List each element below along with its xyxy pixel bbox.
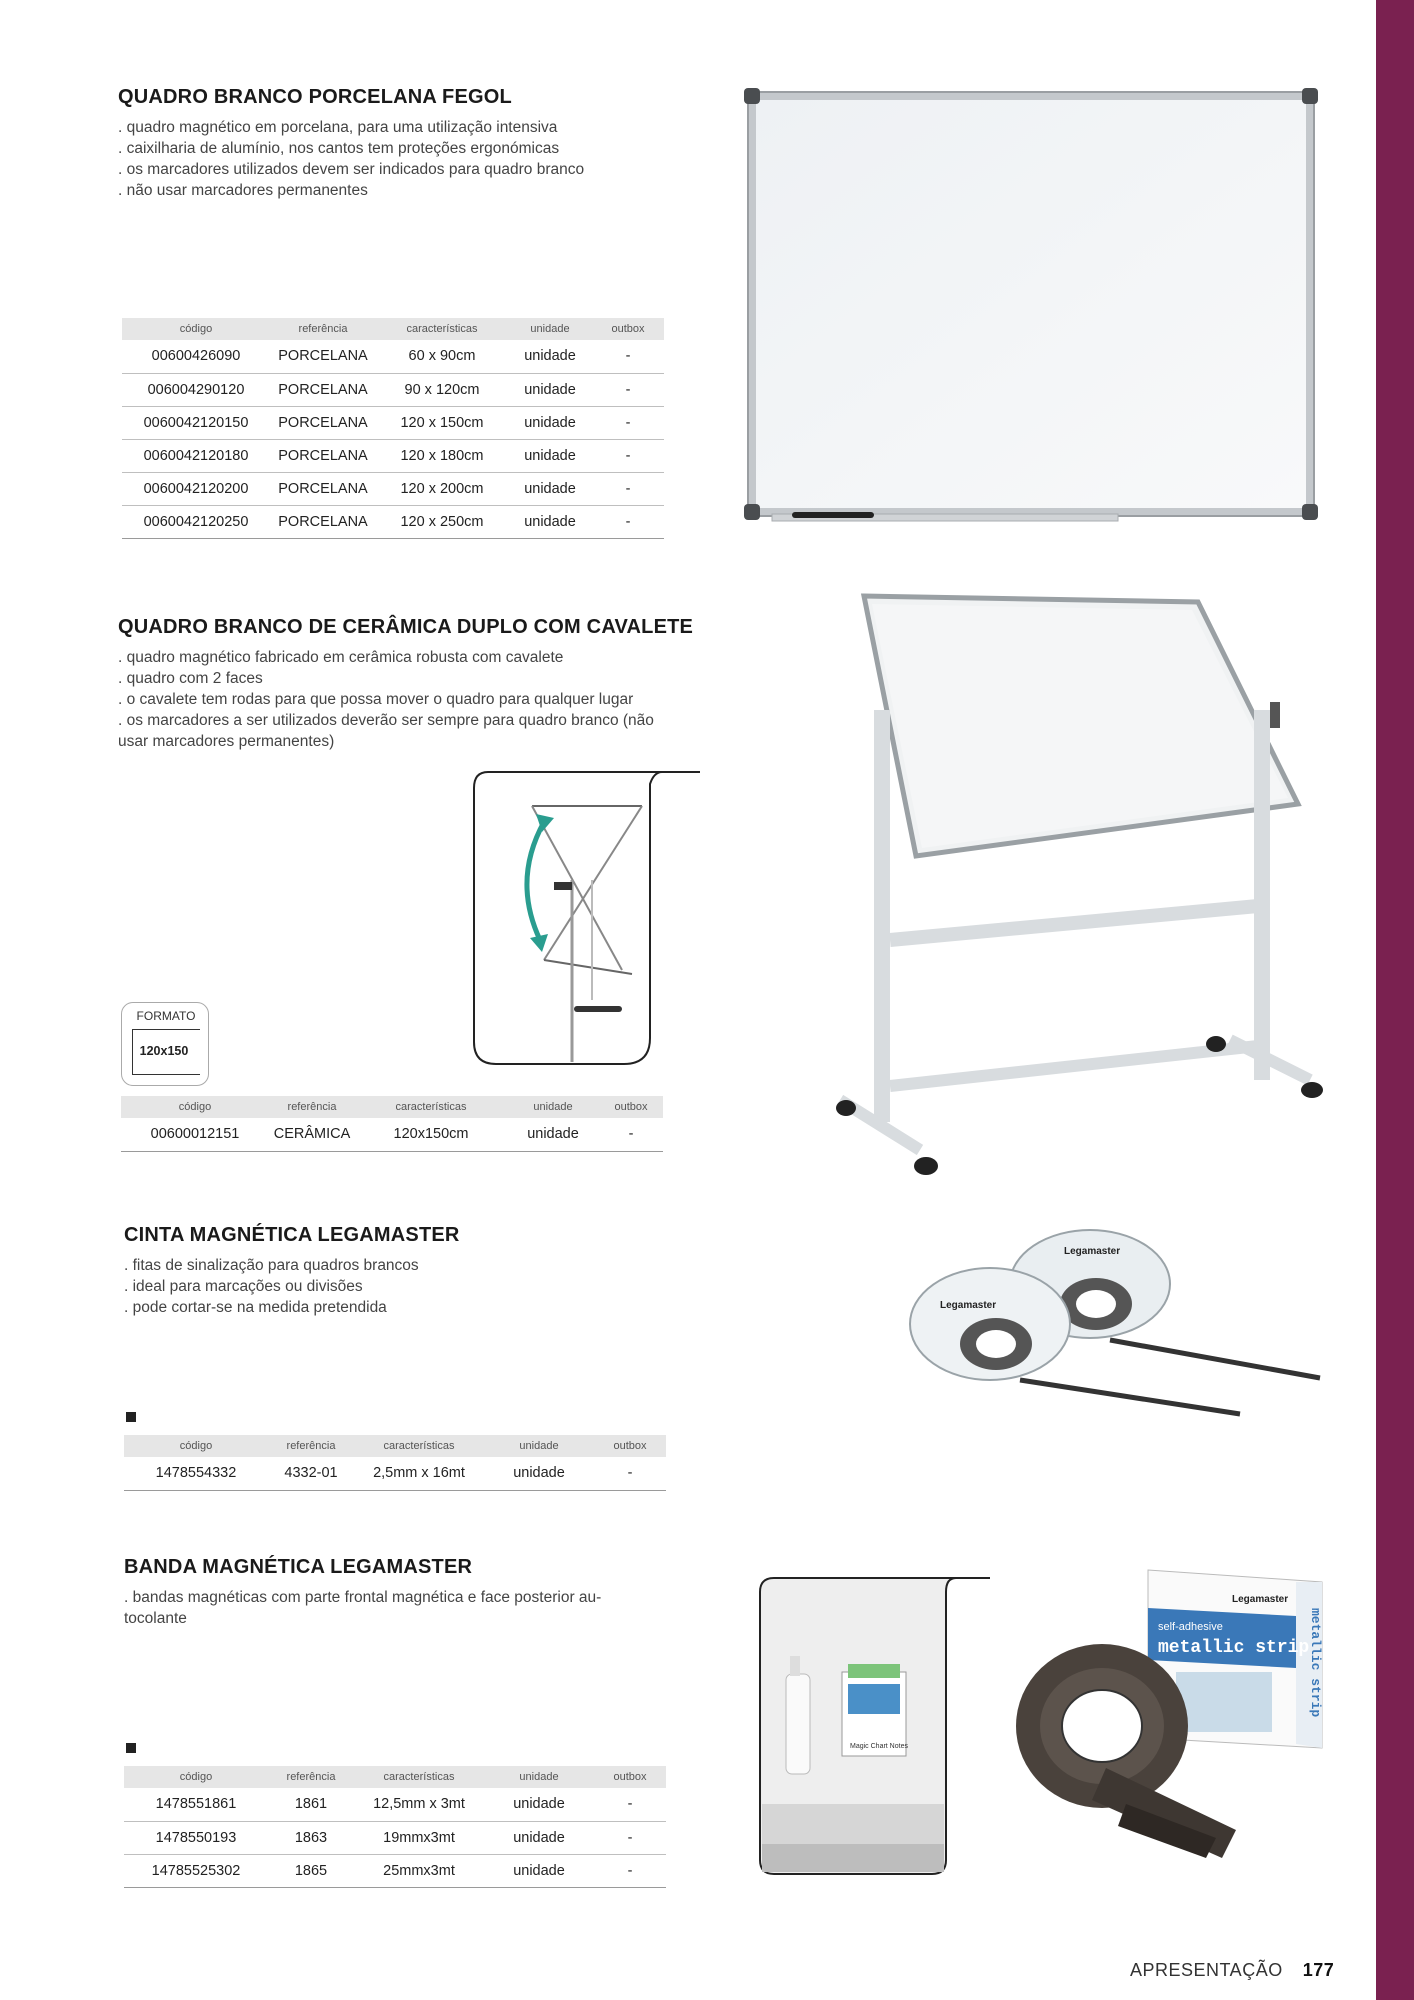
table-row: [124, 1821, 666, 1854]
feature-item: usar marcadores permanentes): [118, 733, 335, 750]
cell: unidade: [484, 1457, 594, 1490]
page-number: 177: [1302, 1960, 1335, 1980]
feature-list: [124, 1587, 670, 1629]
col-header: características: [354, 1766, 484, 1788]
box-brand: Legamaster: [1232, 1594, 1289, 1605]
tape-roll-front: [910, 1268, 1070, 1380]
feature-item: . quadro magnético em porcelana, para uma utilização intensiva: [118, 119, 558, 136]
product-table-ceramica: [121, 1096, 663, 1152]
cell: unidade: [508, 472, 592, 505]
product-table-cinta: [124, 1435, 666, 1491]
cell: -: [594, 1821, 666, 1854]
cell: 1478551861: [124, 1788, 268, 1821]
table-row: [122, 340, 664, 373]
formato-value: 120x150: [139, 1044, 189, 1058]
col-header: código: [122, 318, 270, 340]
cell: unidade: [508, 439, 592, 472]
feature-item: . ideal para marcações ou divisões: [124, 1278, 363, 1295]
cell: 14785525302: [124, 1854, 268, 1887]
feature-item: . os marcadores a ser utilizados deverão ser sempre para quadro branco (não: [118, 712, 654, 729]
cell: 0060042120180: [122, 439, 270, 472]
cell: -: [592, 439, 664, 472]
table-row: [122, 505, 664, 538]
formato-label: FORMATO: [136, 1009, 196, 1023]
whiteboard-image: [742, 86, 1320, 526]
col-header: referência: [268, 1435, 354, 1457]
col-header: código: [121, 1096, 269, 1118]
cell: 120x150cm: [355, 1118, 507, 1151]
section-title: QUADRO BRANCO DE CERÂMICA DUPLO COM CAVALETE: [118, 616, 694, 638]
cell: -: [594, 1788, 666, 1821]
cell: 12,5mm x 3mt: [354, 1788, 484, 1821]
cell: 1865: [268, 1854, 354, 1887]
cell: unidade: [508, 373, 592, 406]
page-footer: [1130, 1960, 1334, 1981]
col-header: referência: [268, 1766, 354, 1788]
cell: 006004290120: [122, 373, 270, 406]
cell: 1478550193: [124, 1821, 268, 1854]
cell: PORCELANA: [270, 340, 376, 373]
table-row: [124, 1788, 666, 1821]
metallic-strip-image: [996, 1568, 1326, 1868]
feature-item: . não usar marcadores permanentes: [118, 182, 368, 199]
cell: unidade: [484, 1788, 594, 1821]
banda-usage-image: [758, 1576, 990, 1876]
cell: unidade: [484, 1821, 594, 1854]
cell: 120 x 180cm: [376, 439, 508, 472]
section-cinta: [124, 1224, 684, 1318]
cell: 0060042120200: [122, 472, 270, 505]
rotation-detail-image: [472, 770, 702, 1070]
cell: unidade: [484, 1854, 594, 1887]
feature-item: . o cavalete tem rodas para que possa mover o quadro para qualquer lugar: [118, 691, 634, 708]
col-header: outbox: [594, 1766, 666, 1788]
cell: 25mmx3mt: [354, 1854, 484, 1887]
cell: unidade: [508, 340, 592, 373]
box-note: Magic Chart Notes: [850, 1743, 908, 1750]
cell: 4332-01: [268, 1457, 354, 1490]
cell: -: [592, 373, 664, 406]
cell: 1861: [268, 1788, 354, 1821]
table-row: [122, 406, 664, 439]
cell: -: [592, 406, 664, 439]
feature-list: [124, 1255, 684, 1318]
tape-brand: Legamaster: [940, 1300, 997, 1311]
cell: -: [599, 1118, 663, 1151]
table-row: [124, 1457, 666, 1490]
cell: -: [592, 472, 664, 505]
cell: PORCELANA: [270, 373, 376, 406]
col-header: unidade: [484, 1435, 594, 1457]
cell: 0060042120250: [122, 505, 270, 538]
square-marker: [126, 1412, 136, 1422]
col-header: outbox: [594, 1435, 666, 1457]
col-header: outbox: [599, 1096, 663, 1118]
table-row: [124, 1854, 666, 1887]
cell: 60 x 90cm: [376, 340, 508, 373]
product-table-porcelana: [122, 318, 664, 539]
cell: PORCELANA: [270, 439, 376, 472]
section-banda: [124, 1556, 670, 1629]
feature-item: . os marcadores utilizados devem ser indicados para quadro branco: [118, 161, 585, 178]
col-header: código: [124, 1435, 268, 1457]
cell: 0060042120150: [122, 406, 270, 439]
cell: PORCELANA: [270, 505, 376, 538]
tape-brand: Legamaster: [1064, 1246, 1121, 1257]
table-row: [121, 1118, 663, 1151]
col-header: unidade: [508, 318, 592, 340]
col-header: unidade: [507, 1096, 599, 1118]
cell: 120 x 250cm: [376, 505, 508, 538]
col-header: código: [124, 1766, 268, 1788]
feature-item: . bandas magnéticas com parte frontal magnética e face posterior au-: [124, 1589, 602, 1606]
cell: PORCELANA: [270, 472, 376, 505]
col-header: características: [376, 318, 508, 340]
cell: -: [594, 1457, 666, 1490]
box-subtitle: self-adhesive: [1158, 1621, 1223, 1633]
box-title: metallic strip: [1158, 1638, 1310, 1658]
feature-item: . quadro magnético fabricado em cerâmica robusta com cavalete: [118, 649, 564, 666]
cell: -: [592, 340, 664, 373]
feature-list: [118, 647, 678, 752]
col-header: unidade: [484, 1766, 594, 1788]
col-header: outbox: [592, 318, 664, 340]
cell: -: [594, 1854, 666, 1887]
feature-item: . fitas de sinalização para quadros brancos: [124, 1257, 419, 1274]
footer-section-label: APRESENTAÇÃO: [1130, 1960, 1283, 1980]
cell: unidade: [508, 406, 592, 439]
cell: 00600012151: [121, 1118, 269, 1151]
cell: 00600426090: [122, 340, 270, 373]
section-ceramica: [118, 616, 694, 752]
formato-frame: [132, 1029, 200, 1075]
product-table-banda: [124, 1766, 666, 1888]
cell: 90 x 120cm: [376, 373, 508, 406]
section-title: QUADRO BRANCO PORCELANA FEGOL: [118, 86, 512, 108]
side-color-bar: [1376, 0, 1414, 2000]
table-row: [122, 439, 664, 472]
easel-whiteboard-image: [830, 590, 1350, 1180]
cell: unidade: [508, 505, 592, 538]
col-header: características: [355, 1096, 507, 1118]
col-header: referência: [270, 318, 376, 340]
feature-list: [118, 117, 678, 201]
cell: 120 x 150cm: [376, 406, 508, 439]
cell: unidade: [507, 1118, 599, 1151]
feature-item: . quadro com 2 faces: [118, 670, 263, 687]
feature-item: tocolante: [124, 1610, 187, 1627]
formato-badge: [121, 1002, 209, 1086]
box-side-label: metallic strip: [1308, 1608, 1323, 1718]
cell: PORCELANA: [270, 406, 376, 439]
feature-item: . caixilharia de alumínio, nos cantos tem proteções ergonómicas: [118, 140, 560, 157]
section-title: CINTA MAGNÉTICA LEGAMASTER: [124, 1224, 460, 1246]
cell: -: [592, 505, 664, 538]
cell: CERÂMICA: [269, 1118, 355, 1151]
col-header: características: [354, 1435, 484, 1457]
table-row: [122, 472, 664, 505]
cell: 1863: [268, 1821, 354, 1854]
cell: 2,5mm x 16mt: [354, 1457, 484, 1490]
col-header: referência: [269, 1096, 355, 1118]
cell: 19mmx3mt: [354, 1821, 484, 1854]
table-row: [122, 373, 664, 406]
cell: 120 x 200cm: [376, 472, 508, 505]
cell: 1478554332: [124, 1457, 268, 1490]
magnetic-tape-image: [900, 1220, 1330, 1420]
section-title: BANDA MAGNÉTICA LEGAMASTER: [124, 1556, 473, 1578]
section-porcelana: [118, 86, 678, 201]
feature-item: . pode cortar-se na medida pretendida: [124, 1299, 387, 1316]
square-marker: [126, 1743, 136, 1753]
